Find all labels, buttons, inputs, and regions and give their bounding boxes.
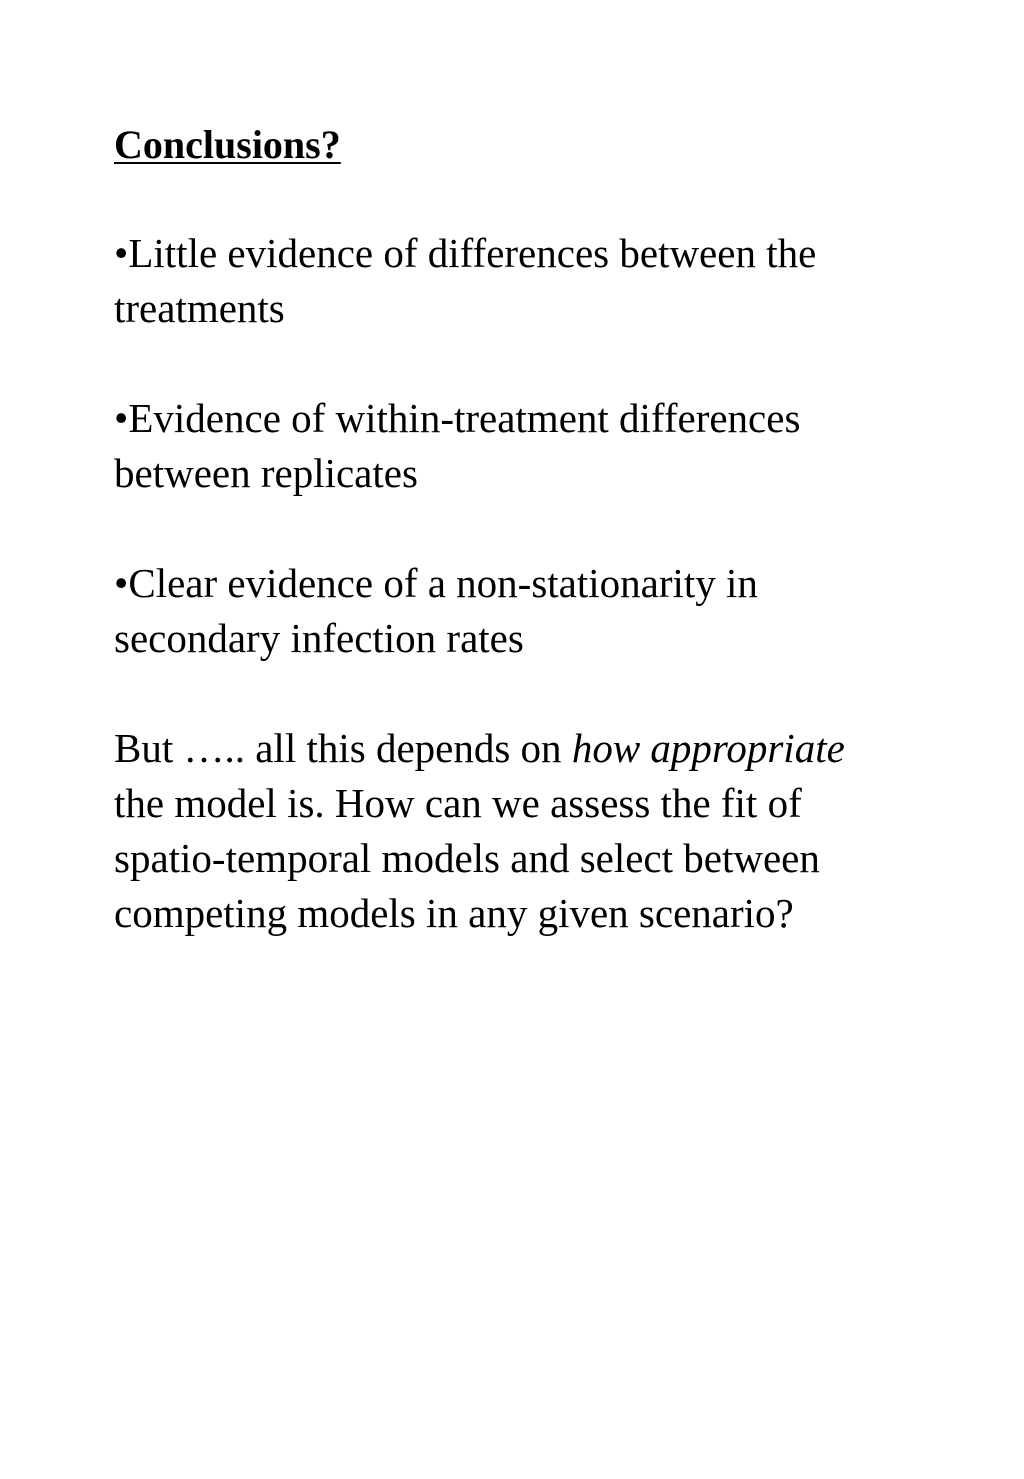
bullet-icon: • (114, 560, 129, 606)
bullet-point-3-text-1: Clear evidence of a non-stationarity in (128, 560, 758, 606)
closing-line-1-italic: how appropriate (571, 725, 845, 771)
page-title: Conclusions? (114, 122, 341, 167)
closing-line-1-start: But ….. all this depends on (114, 725, 572, 771)
closing-line-1 (114, 721, 974, 776)
bullet-point-3-text-2: secondary infection rates (114, 615, 524, 661)
bullet-point-3-line-1 (114, 556, 974, 611)
bullet-point-1-text-2: treatments (114, 285, 285, 331)
bullet-point-2 (114, 391, 974, 501)
closing-line-2: the model is. How can we assess the fit of (114, 780, 802, 826)
bullet-point-2-text-2: between replicates (114, 450, 418, 496)
closing-line-4: competing models in any given scenario? (114, 890, 794, 936)
bullet-point-2-line-1 (114, 391, 974, 446)
bullet-point-3 (114, 556, 974, 666)
bullet-point-2-text-1: Evidence of within-treatment differences (128, 395, 801, 441)
bullet-icon: • (114, 230, 129, 276)
bullet-point-1-line-1 (114, 226, 974, 281)
closing-paragraph (114, 721, 974, 941)
bullet-point-1 (114, 226, 974, 336)
bullet-point-1-text-1: Little evidence of differences between the (128, 230, 817, 276)
document-content (114, 118, 974, 996)
bullet-icon: • (114, 395, 129, 441)
closing-line-3: spatio-temporal models and select between (114, 835, 820, 881)
